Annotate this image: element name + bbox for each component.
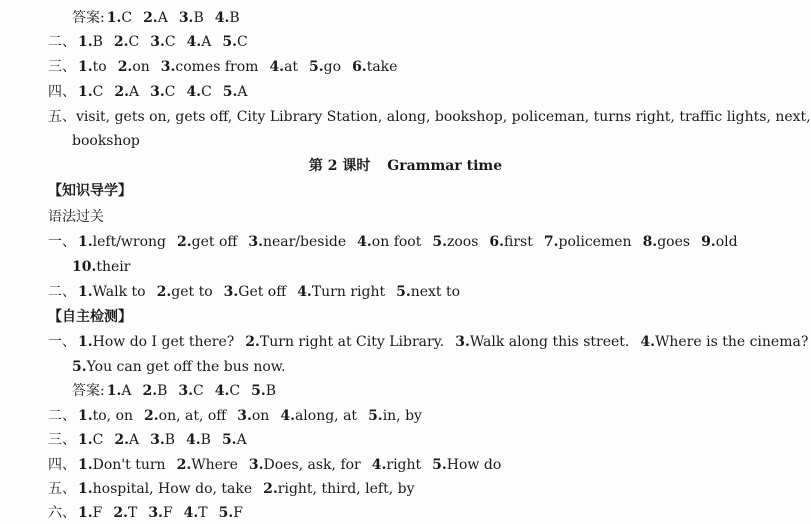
item-answer: C: [128, 34, 140, 50]
item-answer: zoos: [446, 234, 479, 250]
row-prefix: 二、: [48, 284, 76, 300]
item-answer: on: [251, 408, 270, 424]
item-answer: Get off: [238, 284, 287, 300]
item-number: 4.: [186, 432, 201, 448]
item-number: 2.: [114, 84, 129, 100]
item-number: 5.: [432, 234, 447, 250]
answer-row: [72, 8, 803, 28]
answer-row-wu: [48, 479, 803, 499]
item-number: 2.: [263, 481, 278, 497]
item-answer: A: [128, 432, 140, 448]
item-answer: their: [96, 259, 131, 275]
row-prefix: 四、: [48, 84, 76, 100]
item-number: 4.: [269, 59, 285, 75]
item-answer: B: [92, 34, 103, 50]
item-number: 3.: [455, 334, 470, 350]
item-number: 1.: [106, 383, 122, 399]
item-number: 4.: [186, 84, 202, 100]
item-number: 3.: [148, 505, 163, 521]
item-answer: C: [164, 84, 176, 100]
item-number: 2.: [143, 10, 158, 26]
item-answer: Does, ask, for: [263, 457, 361, 473]
item-answer: on, at, off: [158, 408, 227, 424]
item-answer: B: [157, 383, 168, 399]
item-answer: next to: [410, 284, 461, 300]
item-number: 1.: [78, 457, 93, 473]
item-answer: C: [164, 34, 176, 50]
item-number: 1.: [78, 59, 93, 75]
row-prefix: 三、: [48, 59, 76, 75]
answer-row-er: [48, 406, 803, 426]
item-number: 5.: [218, 505, 234, 521]
answer-row-liu: [48, 503, 803, 523]
item-answer: in, by: [382, 408, 422, 424]
item-number: 1.: [78, 408, 93, 424]
row-prefix: 答案:: [72, 10, 105, 26]
answer-row-er: [48, 282, 803, 302]
row-prefix: 一、: [48, 334, 76, 350]
item-number: 1.: [78, 284, 93, 300]
item-answer: You can get off the bus now.: [86, 359, 286, 375]
item-number: 4.: [214, 383, 230, 399]
item-number: 3.: [150, 84, 165, 100]
item-number: 5.: [396, 284, 411, 300]
lesson-title-en: Grammar time: [387, 158, 503, 174]
item-answer: go: [323, 59, 342, 75]
item-answer: Turn right at City Library.: [259, 334, 445, 350]
item-number: 3.: [150, 34, 165, 50]
item-number: 5.: [72, 359, 87, 375]
subheading-grammar: 语法过关: [48, 209, 104, 225]
item-answer: A: [128, 84, 140, 100]
item-number: 9.: [701, 234, 716, 250]
item-answer: Walk to: [92, 284, 146, 300]
item-number: 1.: [78, 505, 93, 521]
item-number: 4.: [280, 408, 295, 424]
item-number: 4.: [183, 505, 199, 521]
answer-row-wu-cont: bookshop: [72, 133, 140, 149]
item-number: 6.: [489, 234, 505, 250]
item-number: 5.: [309, 59, 324, 75]
item-number: 1.: [106, 10, 122, 26]
row-prefix: 二、: [48, 34, 76, 50]
item-number: 3.: [223, 284, 239, 300]
item-number: 4.: [297, 284, 312, 300]
item-answer: A: [201, 34, 212, 50]
item-number: 1.: [78, 234, 93, 250]
item-answer: C: [92, 432, 104, 448]
item-answer: B: [265, 383, 276, 399]
item-number: 3.: [237, 408, 252, 424]
item-answer: A: [157, 10, 168, 26]
item-answer: C: [92, 84, 104, 100]
item-number: 2.: [114, 432, 129, 448]
item-number: 7.: [543, 234, 559, 250]
item-answer: A: [121, 383, 132, 399]
item-answer: goes: [657, 234, 691, 250]
row-prefix: 二、: [48, 408, 76, 424]
item-number: 2.: [245, 334, 260, 350]
answer-row-wu: 五、visit, gets on, gets off, City Library Station, along, bookshop, policeman, turns right, traffic lights, next,: [48, 109, 811, 125]
item-number: 2.: [142, 383, 158, 399]
answer-row-yi: [48, 332, 809, 352]
item-answer: C: [121, 10, 133, 26]
item-number: 2.: [177, 234, 192, 250]
answer-row-er: [48, 32, 803, 52]
item-answer: Walk along this street.: [469, 334, 630, 350]
item-number: 2.: [176, 457, 192, 473]
item-answer: How do: [446, 457, 502, 473]
item-answer: right: [386, 457, 422, 473]
item-answer: at: [284, 59, 299, 75]
item-answer: A: [236, 432, 247, 448]
item-answer: Don't turn: [92, 457, 166, 473]
item-number: 5.: [221, 432, 237, 448]
item-answer: C: [229, 383, 241, 399]
item-number: 3.: [150, 432, 165, 448]
item-answer: to, on: [92, 408, 134, 424]
item-answer: B: [164, 432, 176, 448]
answer-row-si: [48, 82, 803, 102]
item-answer: F: [162, 505, 173, 521]
row-prefix: 六、: [48, 505, 76, 521]
row-prefix: 一、: [48, 234, 76, 250]
item-answer: near/beside: [262, 234, 347, 250]
section-heading-zhishi: 【知识导学】: [48, 183, 132, 199]
answer-row-san: [48, 430, 803, 450]
lesson-title-cn: 第 2 课时: [308, 158, 371, 174]
item-number: 5.: [368, 408, 383, 424]
item-answer: left/wrong: [92, 234, 166, 250]
answer-row-si: [48, 455, 803, 475]
item-answer: get to: [171, 284, 213, 300]
item-answer: to: [92, 59, 107, 75]
item-answer: How do I get there?: [92, 334, 235, 350]
item-number: 5.: [222, 34, 237, 50]
item-number: 4.: [186, 34, 202, 50]
item-answer: F: [233, 505, 243, 521]
item-number: 3.: [178, 383, 194, 399]
item-number: 1.: [78, 34, 93, 50]
item-number: 5.: [251, 383, 266, 399]
row-prefix: 四、: [48, 457, 76, 473]
item-number: 2.: [156, 284, 172, 300]
item-answer: C: [201, 84, 212, 100]
answer-row-yi-cont: [72, 357, 803, 377]
item-number: 2.: [113, 34, 129, 50]
item-number: 1.: [78, 432, 93, 448]
item-answer: C: [236, 34, 248, 50]
item-number: 1.: [78, 481, 93, 497]
item-number: 2.: [113, 505, 128, 521]
item-answer: Where: [191, 457, 238, 473]
item-answer: B: [200, 432, 211, 448]
item-number: 8.: [642, 234, 658, 250]
item-answer: first: [504, 234, 533, 250]
item-answer: take: [366, 59, 398, 75]
item-answer: F: [92, 505, 103, 521]
item-number: 3.: [160, 59, 176, 75]
answer-row-san: [48, 57, 803, 77]
item-number: 5.: [432, 457, 447, 473]
item-answer: B: [193, 10, 204, 26]
row-prefix: 五、: [48, 481, 76, 497]
answer-row-yi-cont: [72, 257, 803, 277]
item-answer: old: [715, 234, 738, 250]
row-prefix: 答案:: [72, 383, 105, 399]
item-number: 3.: [248, 457, 264, 473]
section-heading-zizhu: 【自主检测】: [48, 309, 132, 325]
answer-row: [72, 381, 803, 401]
item-answer: C: [193, 383, 204, 399]
item-number: 5.: [222, 84, 238, 100]
item-answer: comes from: [175, 59, 259, 75]
item-answer: hospital, How do, take: [92, 481, 253, 497]
item-answer: B: [229, 10, 240, 26]
item-answer: Where is the cinema?: [654, 334, 809, 350]
item-answer: T: [198, 505, 208, 521]
item-number: 4.: [214, 10, 230, 26]
item-number: 10.: [72, 259, 97, 275]
answer-row-yi: [48, 232, 803, 252]
item-number: 4.: [371, 457, 387, 473]
item-number: 4.: [357, 234, 372, 250]
item-answer: right, third, left, by: [277, 481, 415, 497]
item-answer: Turn right: [311, 284, 386, 300]
item-answer: on: [132, 59, 150, 75]
item-answer: A: [237, 84, 248, 100]
item-number: 1.: [78, 334, 93, 350]
item-answer: along, at: [294, 408, 358, 424]
item-answer: policemen: [558, 234, 632, 250]
item-number: 2.: [144, 408, 159, 424]
item-number: 3.: [248, 234, 263, 250]
lesson-title: [0, 156, 811, 176]
row-prefix: 三、: [48, 432, 76, 448]
item-number: 4.: [640, 334, 655, 350]
item-number: 3.: [178, 10, 194, 26]
item-answer: T: [127, 505, 138, 521]
item-number: 2.: [117, 59, 133, 75]
item-answer: on foot: [371, 234, 422, 250]
item-number: 6.: [352, 59, 367, 75]
item-answer: get off: [191, 234, 238, 250]
item-number: 1.: [78, 84, 93, 100]
